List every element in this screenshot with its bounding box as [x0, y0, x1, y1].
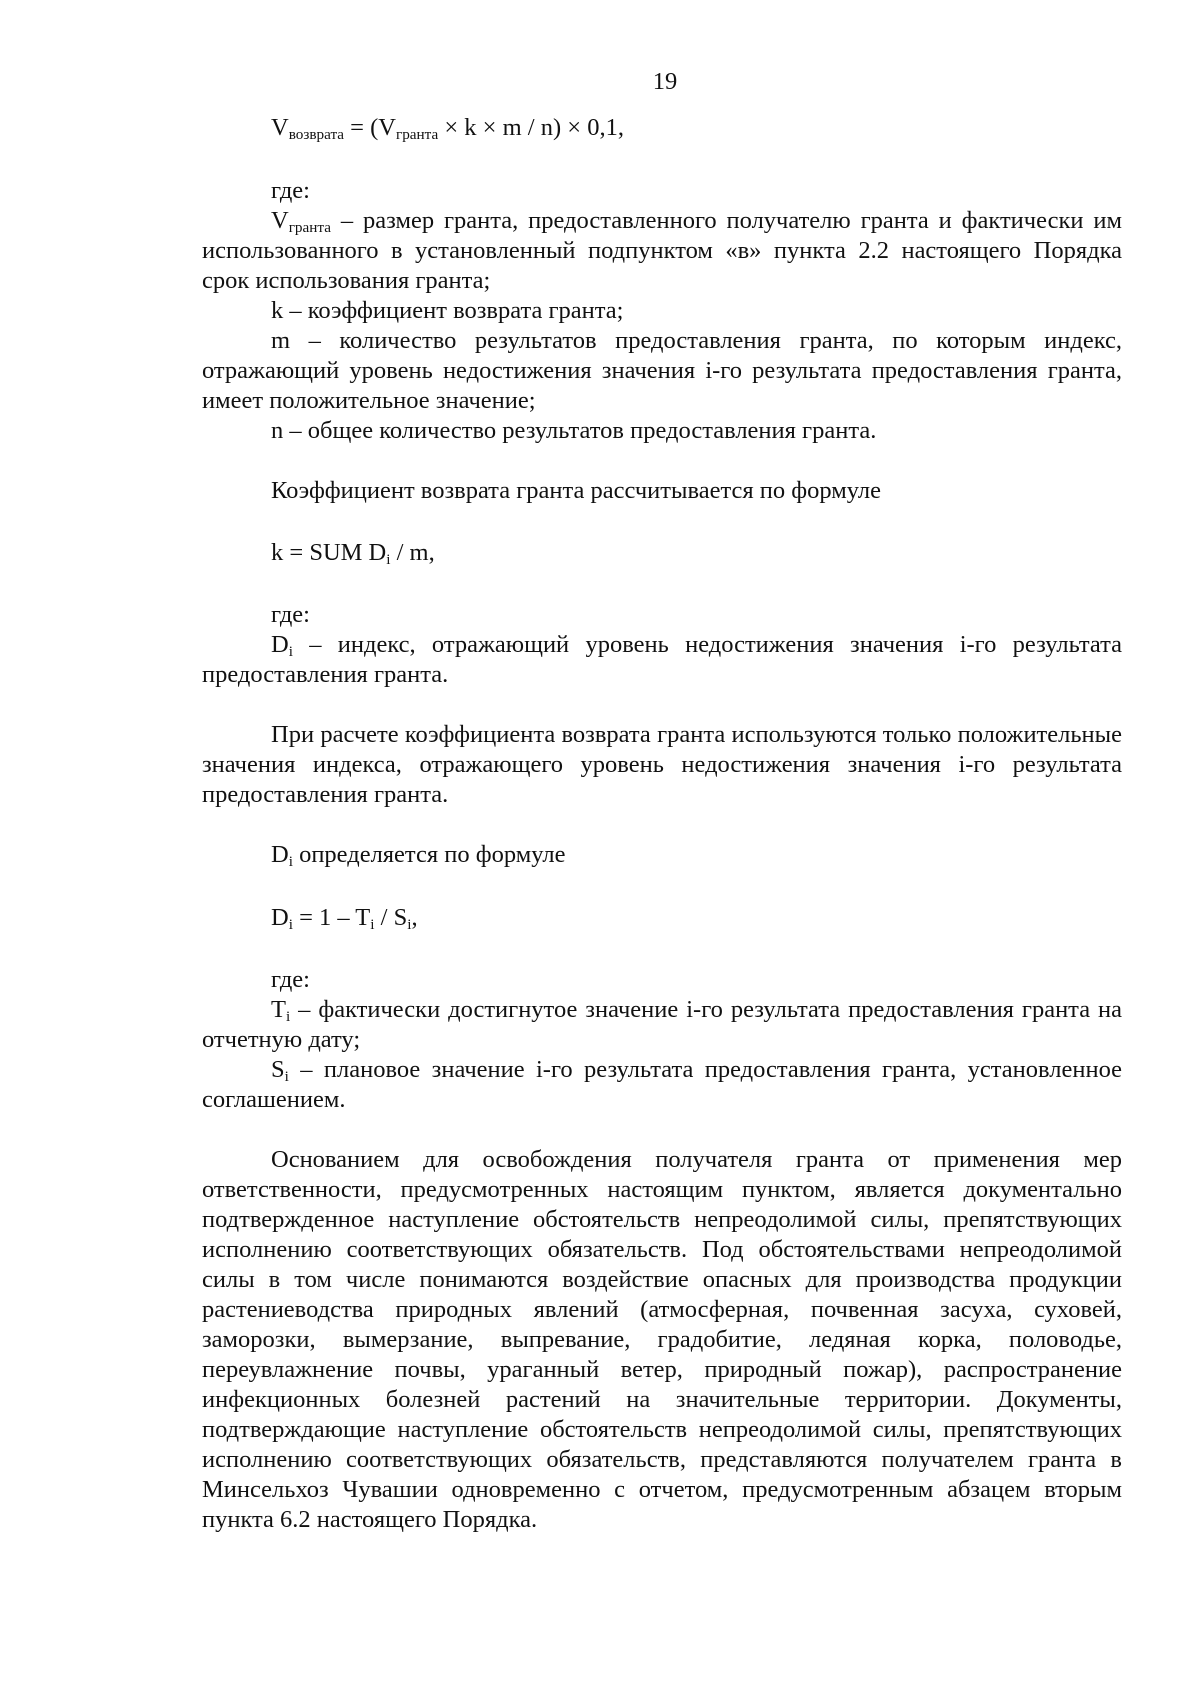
formula-coefficient: k = SUM $D_i$ / m,	[271, 539, 435, 568]
page-number: 19	[652, 68, 678, 95]
where-label-3: где:	[271, 966, 310, 993]
definition-ti: $T_i$ – фактически достигнутое значение i-го результата предоставления гранта на отчетную дату;	[202, 996, 1122, 1053]
definition-si: $S_i$ – плановое значение i-го результата предоставления гранта, установленное соглашением.	[202, 1056, 1122, 1113]
di-intro: $D_i$ определяется по формуле	[271, 841, 566, 870]
definition-di: $D_i$ – индекс, отражающий уровень недостижения значения i-го результата предоставления гранта.	[202, 631, 1122, 688]
where-label-1: где:	[271, 177, 310, 204]
definition-n: n – общее количество результатов предоставления гранта.	[271, 417, 877, 444]
coefficient-intro: Коэффициент возврата гранта рассчитывается по формуле	[271, 477, 881, 504]
positive-values-note: При расчете коэффициента возврата гранта используются только положительные значения индекса, отражающего уровень недостижения значения i-го результата предоставления гранта.	[202, 721, 1122, 808]
force-majeure-paragraph: Основанием для освобождения получателя гранта от применения мер ответственности, предусмотренных настоящим пунктом, является документально подтвержденное наступление обстоятельств непреодолимой силы, препятствующих исполнению соответствующих обязательств. Под обстоятельствами непреодолимой силы в том числе понимаются воздействие опасных для производства продукции растениеводства природных явлений (атмосферная, почвенная засуха, суховей, заморозки, вымерзание, выпревание, градобитие, ледяная корка, половодье, переувлажнение почвы, ураганный ветер, природный пожар), распространение инфекционных болезней растений на значительные территории. Документы, подтверждающие наступление обстоятельств непреодолимой силы, препятствующих исполнению соответствующих обязательств, представляются получателем гранта в Минсельхоз Чувашии одновременно с отчетом, предусмотренным абзацем вторым пункта 6.2 настоящего Порядка.	[202, 1146, 1122, 1533]
formula-di: $D_i = 1 - T_i / S_i$,	[271, 904, 418, 933]
formula-refund-volume: $V_{возврата} = (V_{гранта} \times k \times m / n) \times 0,1$,	[271, 114, 624, 143]
where-label-2: где:	[271, 601, 310, 628]
definition-k: k – коэффициент возврата гранта;	[271, 297, 624, 324]
definition-m: m – количество результатов предоставления гранта, по которым индекс, отражающий уровень недостижения значения i-го результата предоставления гранта, имеет положительное значение;	[202, 327, 1122, 414]
definition-v-granta: $V_{гранта}$ – размер гранта, предоставленного получателю гранта и фактически им использованного в установленный подпунктом «в» пункта 2.2 настоящего Порядка срок использования гранта;	[202, 207, 1122, 294]
